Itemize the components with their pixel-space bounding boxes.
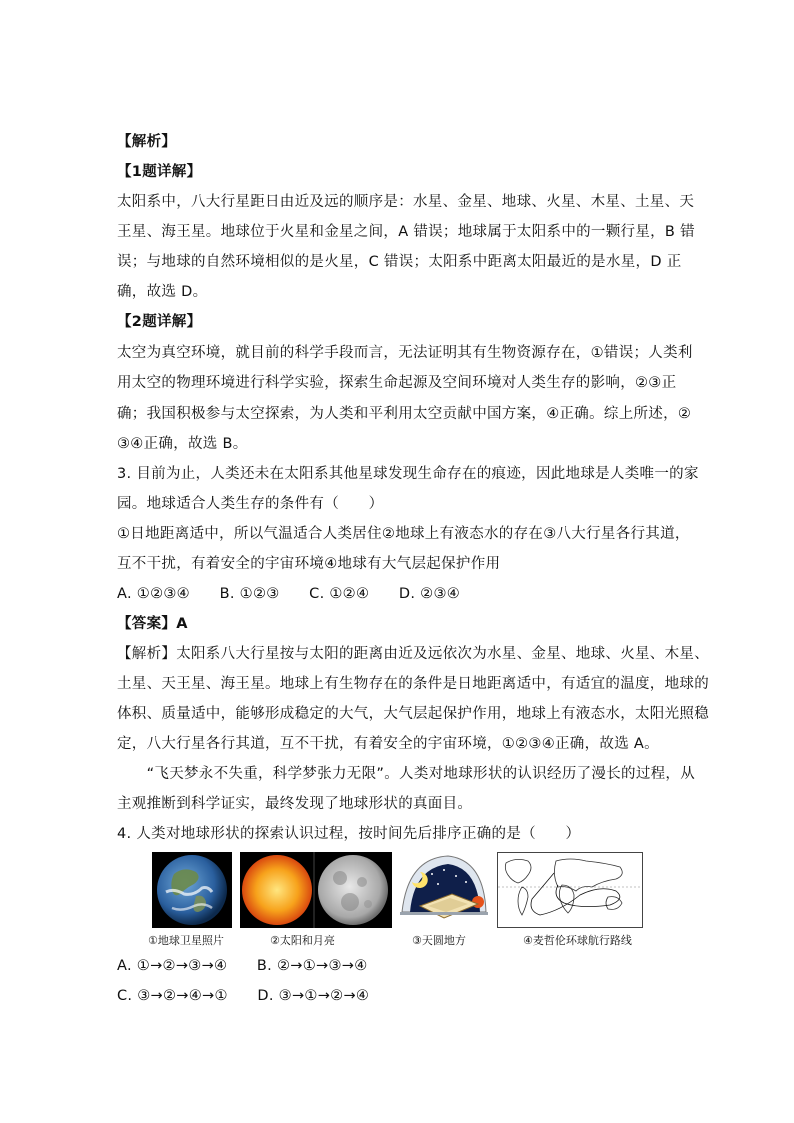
q2-detail-line: 用太空的物理环境进行科学实验，探索生命起源及空间环境对人类生存的影响，②③正 bbox=[117, 375, 677, 391]
q1-detail-line: 太阳系中，八大行星距日由近及远的顺序是：水星、金星、地球、火星、木星、土星、天 bbox=[117, 194, 695, 210]
caption-round-sky: ③天圆地方 bbox=[412, 934, 466, 947]
q3-options: A. ①②③④ B. ①②③ C. ①②④ D. ②③④ bbox=[117, 586, 461, 602]
earth-icon bbox=[152, 852, 232, 928]
sun-and-moon-photo bbox=[240, 852, 392, 928]
q2-detail-line: ③④正确，故选 B。 bbox=[117, 436, 248, 452]
q2-detail-line: 太空为真空环境，就目前的科学手段而言，无法证明其有生物资源存在，①错误；人类利 bbox=[117, 345, 693, 361]
q3-answer: 【答案】A bbox=[117, 616, 188, 632]
q3-analysis-line: 土星、天王星、海王星。地球上有生物存在的条件是日地距离适中，有适宜的温度，地球的 bbox=[117, 676, 709, 692]
caption-earth-photo: ①地球卫星照片 bbox=[148, 934, 224, 947]
q1-detail-line: 误；与地球的自然环境相似的是火星，C 错误；太阳系中距离太阳最近的是水星，D 正 bbox=[117, 254, 682, 270]
q1-detail-heading: 【1题详解】 bbox=[117, 164, 202, 180]
sun-moon-icon bbox=[240, 852, 392, 928]
q3-conditions-line: ①日地距离适中，所以气温适合人类居住②地球上有液态水的存在③八大行星各行其道， bbox=[117, 526, 690, 542]
q2-detail-line: 确；我国积极参与太空探索，为人类和平利用太空贡献中国方案，④正确。综上所述，② bbox=[117, 406, 692, 422]
q3-stem-line: 3. 目前为止，人类还未在太阳系其他星球发现生命存在的痕迹，因此地球是人类唯一的家 bbox=[117, 466, 699, 482]
q3-analysis-line: 【解析】太阳系八大行星按与太阳的距离由近及远依次为水星、金星、地球、火星、木星、 bbox=[117, 646, 709, 662]
q3-stem-line: 园。地球适合人类生存的条件有（ ） bbox=[117, 496, 384, 512]
passage-line: “飞天梦永不失重，科学梦张力无限”。人类对地球形状的认识经历了漫长的过程，从 bbox=[117, 766, 696, 782]
q4-options-cd: C. ③→②→④→① D. ③→①→②→④ bbox=[117, 988, 370, 1004]
caption-magellan-route: ④麦哲伦环球航行路线 bbox=[523, 934, 632, 947]
analysis-heading: 【解析】 bbox=[117, 134, 177, 150]
q1-detail-line: 确，故选 D。 bbox=[117, 284, 208, 300]
q3-analysis-line: 体积、质量适中，能够形成稳定的大气，大气层起保护作用，地球上有液态水，太阳光照稳 bbox=[117, 706, 709, 722]
sky-dome-icon bbox=[398, 852, 490, 928]
round-sky-square-earth-diagram bbox=[398, 852, 490, 928]
passage-line: 主观推断到科学证实，最终发现了地球形状的真面目。 bbox=[117, 796, 473, 812]
q3-conditions-line: 互不干扰，有着安全的宇宙环境④地球有大气层起保护作用 bbox=[117, 556, 501, 572]
earth-satellite-photo bbox=[152, 852, 232, 928]
q4-options-ab: A. ①→②→③→④ B. ②→①→③→④ bbox=[117, 958, 368, 974]
q1-detail-line: 王星、海王星。地球位于火星和金星之间，A 错误；地球属于太阳系中的一颗行星，B 错 bbox=[117, 224, 695, 240]
q3-analysis-line: 定，八大行星各行其道，互不干扰，有着安全的宇宙环境，①②③④正确，故选 A。 bbox=[117, 736, 659, 752]
caption-sun-moon: ②太阳和月亮 bbox=[270, 934, 335, 947]
magellan-route-map bbox=[497, 852, 643, 928]
q2-detail-heading: 【2题详解】 bbox=[117, 314, 202, 330]
q4-stem: 4. 人类对地球形状的探索认识过程，按时间先后排序正确的是（ ） bbox=[117, 826, 581, 842]
world-map-icon bbox=[498, 853, 642, 927]
